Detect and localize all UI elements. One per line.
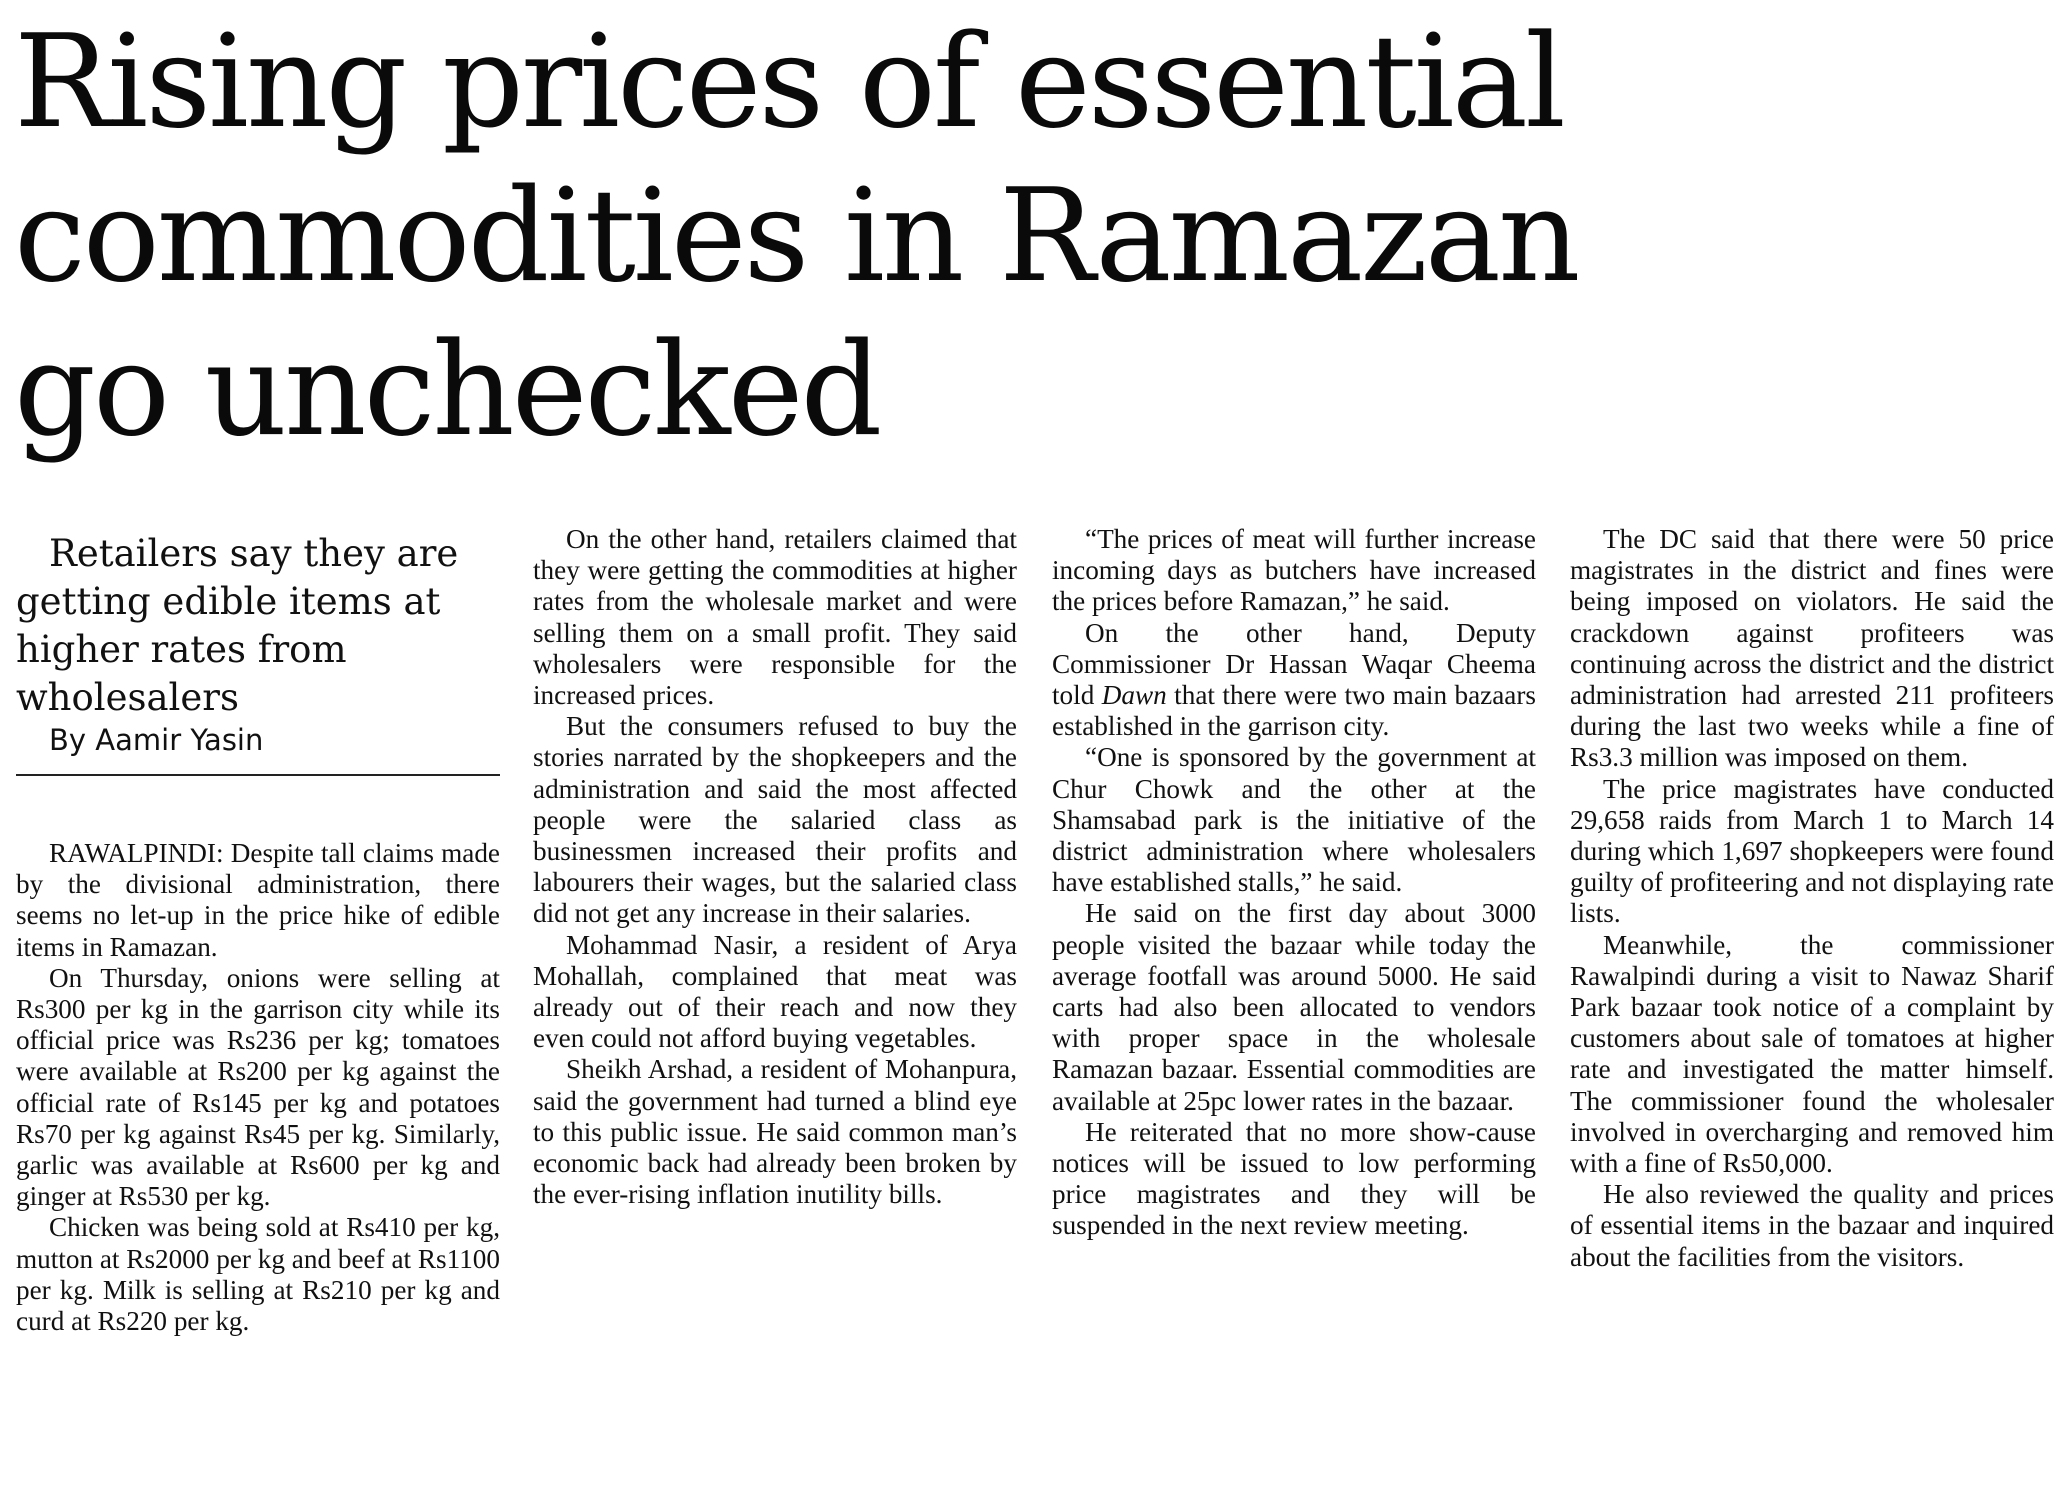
article-column-1	[16, 530, 500, 1337]
paragraph: The price magistrates have conducted 29,658 raids from March 1 to March 14 during which 1,697 shopkeepers were found guilty of profiteering and not displaying rate lists.	[1570, 773, 2054, 929]
paragraph: “The prices of meat will further increase incoming days as butchers have increased the prices before Ramazan,” he said.	[1052, 524, 1536, 617]
paragraph: Sheikh Arshad, a resident of Mohanpura, said the government had turned a blind eye to this public issue. He said common man’s economic back had already been broken by the ever-rising inflation inutility bills.	[533, 1054, 1017, 1210]
column-1-body	[16, 838, 500, 1337]
paragraph: He also reviewed the quality and prices of essential items in the bazaar and inquired about the facilities from the visitors.	[1570, 1179, 2054, 1272]
paragraph: “One is sponsored by the government at Chur Chowk and the other at the Shamsabad park is the initiative of the district administration where wholesalers have established stalls,” he said.	[1052, 742, 1536, 898]
paragraph: On the other hand, retailers claimed that they were getting the commodities at higher rates from the wholesale market and were selling them on a small profit. They said wholesalers were responsible for the increased prices.	[533, 524, 1017, 711]
byline: By Aamir Yasin	[16, 722, 500, 776]
paragraph: He said on the first day about 3000 people visited the bazaar while today the average footfall was around 5000. He said carts had also been allocated to vendors with proper space in the wholesale Ramazan bazaar. Essential commodities are available at 25pc lower rates in the bazaar.	[1052, 898, 1536, 1116]
publication-name: Dawn	[1101, 680, 1167, 711]
paragraph: But the consumers refused to buy the stories narrated by the shopkeepers and the administration and said the most affected people were the salaried class as businessmen increased their profits and labourers their wages, but the salaried class did not get any increase in their salaries.	[533, 711, 1017, 929]
headline-line-2: commodities in Ramazan	[14, 162, 1578, 311]
headline	[14, 6, 2044, 468]
paragraph: Chicken was being sold at Rs410 per kg, mutton at Rs2000 per kg and beef at Rs1100 per kg. Milk is selling at Rs210 per kg and curd at Rs220 per kg.	[16, 1212, 500, 1337]
paragraph-text: On the other hand, Deputy Commissioner Dr Hassan Waqar Cheema told	[1052, 617, 1536, 711]
paragraph: On Thursday, onions were selling at Rs300 per kg in the garrison city while its official price was Rs236 per kg; tomatoes were available at Rs200 per kg against the official rate of Rs145 per kg and potatoes Rs70 per kg against Rs45 per kg. Similarly, garlic was available at Rs600 per kg and ginger at Rs530 per kg.	[16, 962, 500, 1212]
paragraph: The DC said that there were 50 price magistrates in the district and fines were being imposed on violators. He said the crackdown against profiteers was continuing across the district and the district administration had arrested 211 profiteers during the last two weeks while a fine of Rs3.3 million was imposed on them.	[1570, 524, 2054, 773]
article-column-3	[1052, 524, 1536, 1242]
article-column-4	[1570, 524, 2054, 1273]
paragraph-text: that there were two main bazaars established in the garrison city.	[1052, 680, 1536, 742]
paragraph: Mohammad Nasir, a resident of Arya Mohallah, complained that meat was already out of their reach and now they even could not afford buying vegetables.	[533, 929, 1017, 1054]
paragraph: Meanwhile, the commissioner Rawalpindi during a visit to Nawaz Sharif Park bazaar took notice of a complaint by customers about sale of tomatoes at higher rate and investigated the matter himself. The commissioner found the wholesaler involved in overcharging and removed him with a fine of Rs50,000.	[1570, 929, 2054, 1179]
paragraph: RAWALPINDI: Despite tall claims made by the divisional administration, there seems no let-up in the price hike of edible items in Ramazan.	[16, 838, 500, 962]
headline-line-3: go unchecked	[14, 316, 880, 465]
headline-line-1: Rising prices of essential	[14, 8, 1563, 157]
article-column-2	[533, 524, 1017, 1210]
paragraph	[1052, 618, 1536, 743]
paragraph: He reiterated that no more show-cause notices will be issued to low performing price magistrates and they will be suspended in the next review meeting.	[1052, 1116, 1536, 1241]
deck-subheading: Retailers say they are getting edible items at higher rates from wholesalers	[16, 532, 459, 719]
